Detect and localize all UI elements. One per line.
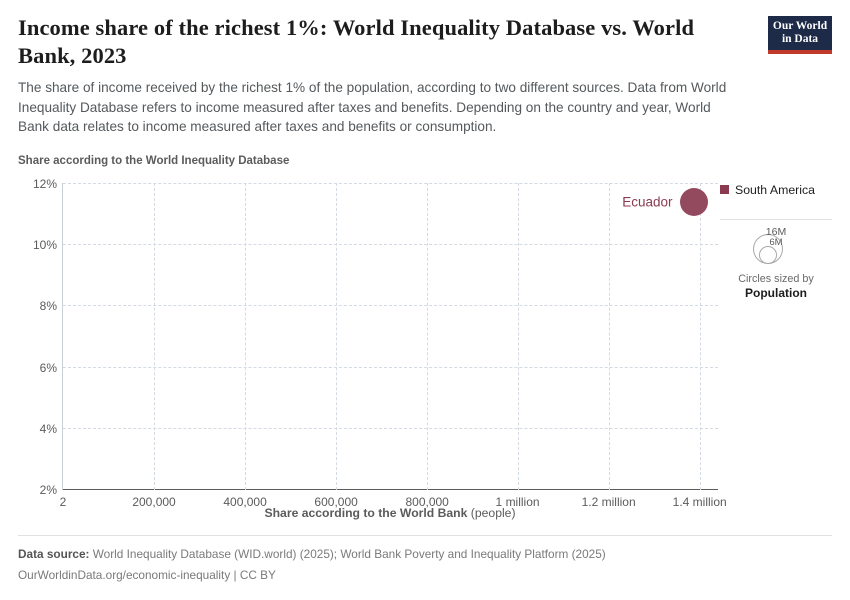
page-title: Income share of the richest 1%: World Inequality Database vs. World Bank, 2023 [18,15,695,68]
x-axis-title-text: Share according to the World Bank [264,505,468,520]
gridline-vertical [609,183,610,490]
y-tick-label: 10% [32,237,57,252]
legend-item-south-america[interactable] [720,183,832,197]
y-tick-label: 6% [39,360,57,375]
scatter-point-label: Ecuador [622,194,673,210]
size-legend-caption [720,272,832,300]
x-tick-label: 1 million [495,494,540,509]
x-tick-label: 1.2 million [581,494,636,509]
gridline-vertical [336,183,337,490]
plot-wrapper [18,173,832,518]
legend-item-label: South America [735,182,815,197]
scatter-point-ecuador[interactable] [680,188,708,216]
logo-line-1: Our World [772,20,828,32]
x-axis-title [62,506,718,520]
gridline-horizontal [39,422,718,437]
size-legend [720,219,832,312]
data-source-text: World Inequality Database (WID.world) (2025); World Bank Poverty and Inequality Platform (2025) [92,547,606,561]
legend-color-swatch [720,185,729,194]
gridline-vertical [700,183,701,490]
size-legend-label-small: 6M [769,236,783,248]
data-source-label: Data source: [18,547,90,561]
gridline-horizontal [32,237,718,252]
x-tick-label: 1.4 million [672,494,727,509]
size-legend-caption-metric: Population [745,285,807,300]
x-axis-line [39,482,727,509]
x-tick-label: 200,000 [132,494,176,509]
size-legend-caption-text: Circles sized by [738,272,814,285]
chart-footer [18,535,832,584]
gridline-vertical [427,183,428,490]
x-axis-unit: (people) [470,505,516,520]
gridline-vertical [245,183,246,490]
chart-legend [720,183,832,312]
y-tick-label: 4% [39,422,57,437]
gridline-horizontal [39,360,718,375]
x-tick-label: 400,000 [223,494,267,509]
size-circle-small [759,246,777,264]
y-tick-label: 2% [39,482,57,497]
size-legend-label-large: 16M [765,225,787,238]
data-source-line [18,545,832,563]
y-axis-title: Share according to the World Inequality Database [18,154,290,167]
gridline-horizontal [32,176,718,191]
x-tick-label: 2 [59,494,67,509]
owid-logo[interactable] [768,16,832,54]
gridline-horizontal [39,299,718,314]
chart-subtitle: The share of income received by the richest 1% of the population, according to two different sources. Data from World Inequality Database refers to income measured after taxes and benefits. Depending on the country and year, World Bank data relates to income measured after taxes and benefits or consumption. [18,80,727,134]
gridline-vertical [518,183,519,490]
footer-link-text: OurWorldinData.org/economic-inequality | CC BY [18,568,276,582]
x-tick-label: 600,000 [314,494,358,509]
y-tick-label: 8% [39,299,57,314]
chart-header [18,14,832,137]
logo-line-2: in Data [781,32,819,45]
x-tick-label: 800,000 [405,494,449,509]
plot-area [32,176,727,509]
footer-link[interactable] [18,566,832,584]
y-tick-label: 12% [32,176,57,191]
gridline-vertical [154,183,155,490]
